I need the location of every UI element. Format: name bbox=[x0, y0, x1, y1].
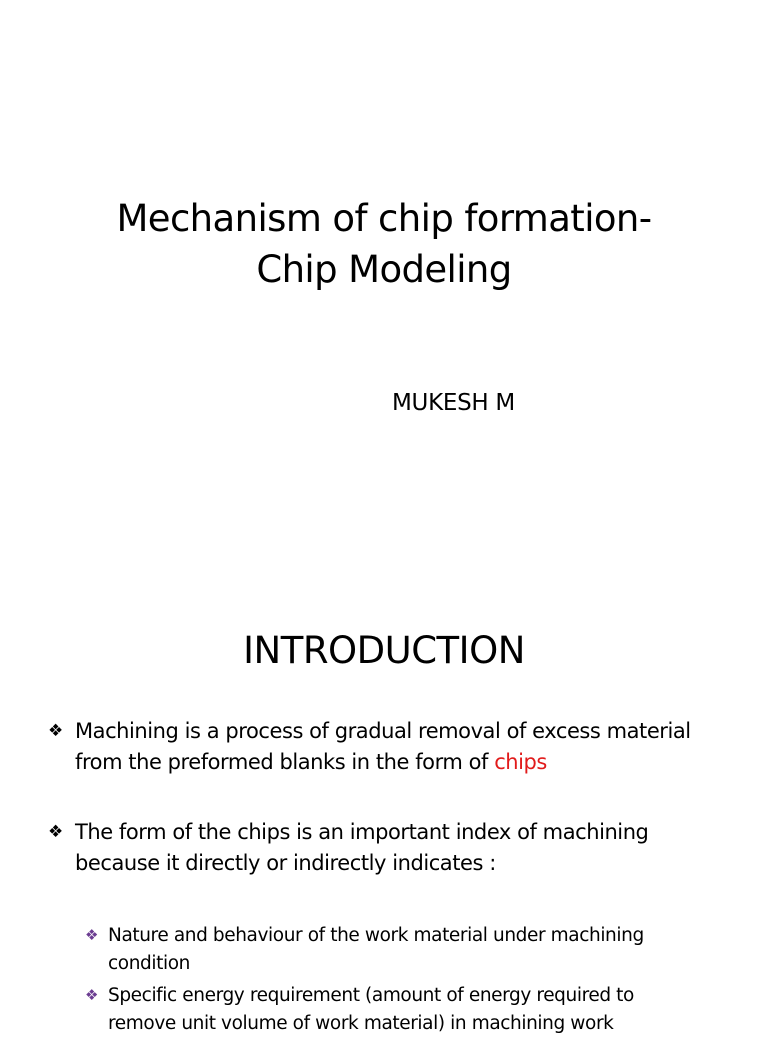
author-name: MUKESH M bbox=[392, 390, 515, 416]
title-line-2: Chip Modeling bbox=[256, 248, 512, 291]
bullet-text bbox=[75, 716, 691, 778]
introduction-slide bbox=[0, 576, 768, 1034]
diamond-bullet-icon: ❖ bbox=[48, 822, 63, 842]
bullet-line-text: from the preformed blanks in the form of bbox=[75, 750, 495, 774]
bullet-line bbox=[75, 747, 691, 778]
sub-bullet-energy bbox=[85, 982, 745, 1038]
sub-bullet-text bbox=[108, 922, 644, 978]
diamond-bullet-icon: ❖ bbox=[85, 926, 99, 944]
bullet-line: Machining is a process of gradual removal of excess material bbox=[75, 719, 691, 743]
bullet-text bbox=[75, 817, 648, 879]
sub-bullet-nature bbox=[85, 922, 745, 978]
sub-bullet-line: Nature and behaviour of the work material under machining bbox=[108, 925, 644, 946]
sub-bullet-text bbox=[108, 982, 634, 1038]
bullet-chip-form bbox=[48, 817, 748, 879]
diamond-bullet-icon: ❖ bbox=[48, 721, 63, 741]
bullet-line: The form of the chips is an important index of machining bbox=[75, 820, 649, 844]
diamond-bullet-icon: ❖ bbox=[85, 986, 99, 1004]
sub-bullet-line: condition bbox=[108, 953, 190, 974]
bullet-machining bbox=[48, 716, 748, 778]
sub-bullet-line: remove unit volume of work material) in machining work bbox=[108, 1013, 614, 1034]
sub-bullet-line: Specific energy requirement (amount of energy required to bbox=[108, 985, 634, 1006]
bullet-line: because it directly or indirectly indicates : bbox=[75, 851, 496, 875]
slide-title bbox=[0, 193, 768, 295]
title-line-1: Mechanism of chip formation- bbox=[116, 197, 652, 240]
chips-highlight: chips bbox=[494, 750, 547, 774]
intro-heading: INTRODUCTION bbox=[243, 629, 525, 672]
